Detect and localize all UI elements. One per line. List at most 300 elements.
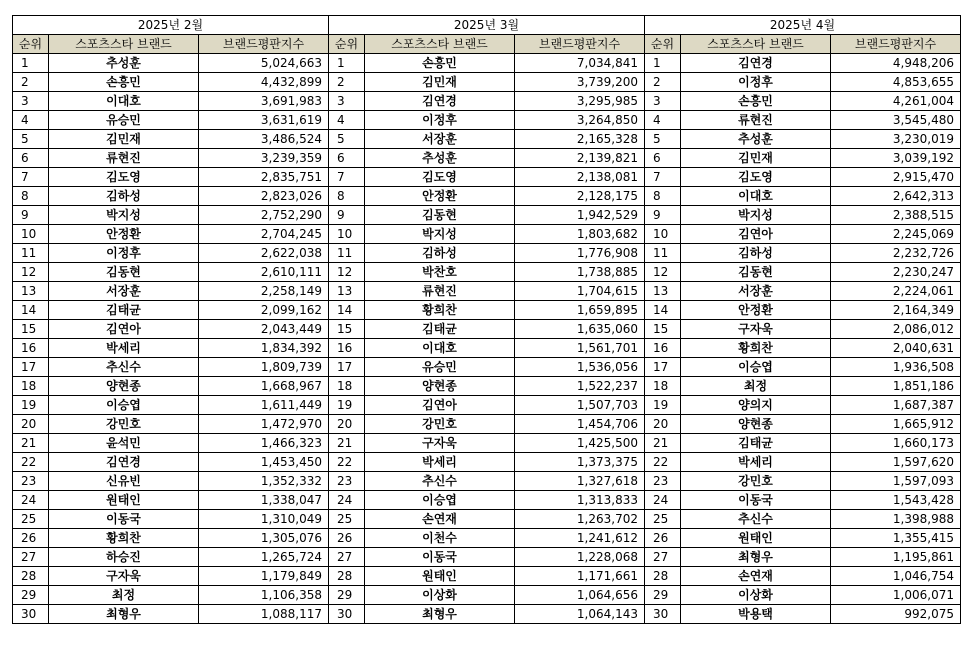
rank-cell: 25 bbox=[13, 510, 49, 529]
rank-cell: 22 bbox=[13, 453, 49, 472]
index-value-cell: 2,388,515 bbox=[831, 206, 961, 225]
column-header-row bbox=[13, 35, 961, 54]
rank-cell: 13 bbox=[645, 282, 681, 301]
index-value-cell: 1,668,967 bbox=[199, 377, 329, 396]
brand-name-cell: 강민호 bbox=[49, 415, 199, 434]
brand-name-cell: 양현종 bbox=[49, 377, 199, 396]
brand-name-cell: 류현진 bbox=[681, 111, 831, 130]
brand-name-cell: 추성훈 bbox=[365, 149, 515, 168]
index-value-cell: 1,635,060 bbox=[515, 320, 645, 339]
rank-cell: 3 bbox=[329, 92, 365, 111]
index-value-cell: 3,264,850 bbox=[515, 111, 645, 130]
rank-cell: 11 bbox=[645, 244, 681, 263]
rank-cell: 23 bbox=[13, 472, 49, 491]
brand-name-cell: 이대호 bbox=[681, 187, 831, 206]
rank-cell: 27 bbox=[645, 548, 681, 567]
brand-name-cell: 강민호 bbox=[365, 415, 515, 434]
index-value-cell: 2,704,245 bbox=[199, 225, 329, 244]
rank-cell: 15 bbox=[329, 320, 365, 339]
brand-name-cell: 박지성 bbox=[49, 206, 199, 225]
table-row bbox=[13, 54, 961, 73]
month-title-apr: 2025년 4월 bbox=[645, 16, 961, 35]
brand-name-cell: 추신수 bbox=[49, 358, 199, 377]
col-header-rank: 순위 bbox=[329, 35, 365, 54]
index-value-cell: 2,258,149 bbox=[199, 282, 329, 301]
index-value-cell: 1,611,449 bbox=[199, 396, 329, 415]
index-value-cell: 1,338,047 bbox=[199, 491, 329, 510]
brand-name-cell: 이천수 bbox=[365, 529, 515, 548]
rank-cell: 3 bbox=[645, 92, 681, 111]
index-value-cell: 1,088,117 bbox=[199, 605, 329, 624]
col-header-index: 브랜드평판지수 bbox=[515, 35, 645, 54]
rank-cell: 23 bbox=[329, 472, 365, 491]
brand-name-cell: 박용택 bbox=[681, 605, 831, 624]
brand-name-cell: 김연경 bbox=[681, 54, 831, 73]
index-value-cell: 1,454,706 bbox=[515, 415, 645, 434]
table-row bbox=[13, 586, 961, 605]
rank-cell: 7 bbox=[645, 168, 681, 187]
brand-name-cell: 최형우 bbox=[365, 605, 515, 624]
table-row bbox=[13, 92, 961, 111]
table-row bbox=[13, 320, 961, 339]
brand-name-cell: 김연경 bbox=[365, 92, 515, 111]
brand-name-cell: 박세리 bbox=[681, 453, 831, 472]
month-title-row bbox=[13, 16, 961, 35]
rank-cell: 11 bbox=[13, 244, 49, 263]
col-header-brand: 스포츠스타 브랜드 bbox=[49, 35, 199, 54]
brand-name-cell: 김태균 bbox=[681, 434, 831, 453]
table-row bbox=[13, 396, 961, 415]
index-value-cell: 1,704,615 bbox=[515, 282, 645, 301]
brand-name-cell: 이승엽 bbox=[49, 396, 199, 415]
index-value-cell: 1,776,908 bbox=[515, 244, 645, 263]
index-value-cell: 1,195,861 bbox=[831, 548, 961, 567]
brand-name-cell: 서장훈 bbox=[49, 282, 199, 301]
table-row bbox=[13, 282, 961, 301]
brand-name-cell: 김연아 bbox=[49, 320, 199, 339]
index-value-cell: 1,466,323 bbox=[199, 434, 329, 453]
brand-name-cell: 최형우 bbox=[681, 548, 831, 567]
table-row bbox=[13, 472, 961, 491]
col-header-index: 브랜드평판지수 bbox=[199, 35, 329, 54]
table-row bbox=[13, 529, 961, 548]
col-header-rank: 순위 bbox=[13, 35, 49, 54]
index-value-cell: 2,752,290 bbox=[199, 206, 329, 225]
index-value-cell: 1,803,682 bbox=[515, 225, 645, 244]
month-title-feb: 2025년 2월 bbox=[13, 16, 329, 35]
index-value-cell: 1,942,529 bbox=[515, 206, 645, 225]
index-value-cell: 2,224,061 bbox=[831, 282, 961, 301]
brand-name-cell: 유승민 bbox=[49, 111, 199, 130]
rank-cell: 5 bbox=[13, 130, 49, 149]
rank-cell: 21 bbox=[329, 434, 365, 453]
table-row bbox=[13, 301, 961, 320]
rank-cell: 24 bbox=[13, 491, 49, 510]
brand-name-cell: 김민재 bbox=[681, 149, 831, 168]
index-value-cell: 1,352,332 bbox=[199, 472, 329, 491]
brand-name-cell: 박세리 bbox=[365, 453, 515, 472]
brand-name-cell: 이상화 bbox=[681, 586, 831, 605]
brand-name-cell: 김태균 bbox=[365, 320, 515, 339]
index-value-cell: 1,453,450 bbox=[199, 453, 329, 472]
index-value-cell: 1,936,508 bbox=[831, 358, 961, 377]
brand-name-cell: 최형우 bbox=[49, 605, 199, 624]
brand-name-cell: 추신수 bbox=[681, 510, 831, 529]
brand-name-cell: 김도영 bbox=[681, 168, 831, 187]
rank-cell: 12 bbox=[13, 263, 49, 282]
brand-name-cell: 황희찬 bbox=[681, 339, 831, 358]
brand-name-cell: 김도영 bbox=[49, 168, 199, 187]
brand-name-cell: 구자욱 bbox=[49, 567, 199, 586]
index-value-cell: 1,179,849 bbox=[199, 567, 329, 586]
rank-cell: 16 bbox=[329, 339, 365, 358]
table-row bbox=[13, 149, 961, 168]
index-value-cell: 1,472,970 bbox=[199, 415, 329, 434]
rank-cell: 7 bbox=[329, 168, 365, 187]
rank-cell: 13 bbox=[13, 282, 49, 301]
rank-cell: 22 bbox=[329, 453, 365, 472]
index-value-cell: 1,543,428 bbox=[831, 491, 961, 510]
index-value-cell: 1,561,701 bbox=[515, 339, 645, 358]
brand-name-cell: 김도영 bbox=[365, 168, 515, 187]
table-row bbox=[13, 377, 961, 396]
index-value-cell: 1,046,754 bbox=[831, 567, 961, 586]
rank-cell: 4 bbox=[645, 111, 681, 130]
table-row bbox=[13, 358, 961, 377]
table-row bbox=[13, 168, 961, 187]
brand-name-cell: 김하성 bbox=[681, 244, 831, 263]
rank-cell: 24 bbox=[645, 491, 681, 510]
rank-cell: 30 bbox=[329, 605, 365, 624]
brand-name-cell: 박찬호 bbox=[365, 263, 515, 282]
rank-cell: 7 bbox=[13, 168, 49, 187]
brand-name-cell: 구자욱 bbox=[365, 434, 515, 453]
col-header-brand: 스포츠스타 브랜드 bbox=[681, 35, 831, 54]
index-value-cell: 1,305,076 bbox=[199, 529, 329, 548]
index-value-cell: 2,165,328 bbox=[515, 130, 645, 149]
brand-name-cell: 김하성 bbox=[49, 187, 199, 206]
index-value-cell: 1,536,056 bbox=[515, 358, 645, 377]
rank-cell: 10 bbox=[329, 225, 365, 244]
rank-cell: 3 bbox=[13, 92, 49, 111]
brand-name-cell: 김동현 bbox=[49, 263, 199, 282]
rank-cell: 21 bbox=[13, 434, 49, 453]
rank-cell: 19 bbox=[13, 396, 49, 415]
brand-name-cell: 박지성 bbox=[681, 206, 831, 225]
brand-reputation-table bbox=[12, 15, 961, 624]
rank-cell: 8 bbox=[645, 187, 681, 206]
index-value-cell: 4,853,655 bbox=[831, 73, 961, 92]
brand-name-cell: 하승진 bbox=[49, 548, 199, 567]
rank-cell: 14 bbox=[13, 301, 49, 320]
brand-name-cell: 이정후 bbox=[681, 73, 831, 92]
rank-cell: 17 bbox=[13, 358, 49, 377]
brand-name-cell: 원태인 bbox=[365, 567, 515, 586]
brand-name-cell: 원태인 bbox=[49, 491, 199, 510]
brand-name-cell: 양현종 bbox=[681, 415, 831, 434]
brand-name-cell: 양현종 bbox=[365, 377, 515, 396]
rank-cell: 20 bbox=[329, 415, 365, 434]
index-value-cell: 1,660,173 bbox=[831, 434, 961, 453]
brand-name-cell: 이승엽 bbox=[365, 491, 515, 510]
index-value-cell: 992,075 bbox=[831, 605, 961, 624]
table-row bbox=[13, 567, 961, 586]
rank-cell: 26 bbox=[329, 529, 365, 548]
rank-cell: 12 bbox=[645, 263, 681, 282]
rank-cell: 5 bbox=[329, 130, 365, 149]
rank-cell: 17 bbox=[329, 358, 365, 377]
index-value-cell: 1,425,500 bbox=[515, 434, 645, 453]
index-value-cell: 2,642,313 bbox=[831, 187, 961, 206]
brand-name-cell: 김동현 bbox=[365, 206, 515, 225]
brand-name-cell: 황희찬 bbox=[49, 529, 199, 548]
table-row bbox=[13, 434, 961, 453]
table-row bbox=[13, 244, 961, 263]
index-value-cell: 2,138,081 bbox=[515, 168, 645, 187]
index-value-cell: 2,128,175 bbox=[515, 187, 645, 206]
table-row bbox=[13, 206, 961, 225]
brand-name-cell: 서장훈 bbox=[365, 130, 515, 149]
table-row bbox=[13, 491, 961, 510]
index-value-cell: 4,432,899 bbox=[199, 73, 329, 92]
rank-cell: 9 bbox=[13, 206, 49, 225]
brand-name-cell: 양의지 bbox=[681, 396, 831, 415]
brand-name-cell: 김연경 bbox=[49, 453, 199, 472]
rank-cell: 30 bbox=[645, 605, 681, 624]
index-value-cell: 1,851,186 bbox=[831, 377, 961, 396]
brand-name-cell: 추성훈 bbox=[49, 54, 199, 73]
rank-cell: 26 bbox=[645, 529, 681, 548]
rank-cell: 26 bbox=[13, 529, 49, 548]
brand-name-cell: 이동국 bbox=[365, 548, 515, 567]
rank-cell: 19 bbox=[329, 396, 365, 415]
index-value-cell: 3,691,983 bbox=[199, 92, 329, 111]
index-value-cell: 2,232,726 bbox=[831, 244, 961, 263]
brand-name-cell: 이동국 bbox=[49, 510, 199, 529]
rank-cell: 15 bbox=[645, 320, 681, 339]
index-value-cell: 3,039,192 bbox=[831, 149, 961, 168]
index-value-cell: 1,327,618 bbox=[515, 472, 645, 491]
brand-name-cell: 김연아 bbox=[681, 225, 831, 244]
brand-name-cell: 이동국 bbox=[681, 491, 831, 510]
rank-cell: 2 bbox=[329, 73, 365, 92]
brand-name-cell: 이상화 bbox=[365, 586, 515, 605]
index-value-cell: 2,622,038 bbox=[199, 244, 329, 263]
rank-cell: 28 bbox=[13, 567, 49, 586]
brand-name-cell: 서장훈 bbox=[681, 282, 831, 301]
rank-cell: 21 bbox=[645, 434, 681, 453]
rank-cell: 9 bbox=[329, 206, 365, 225]
index-value-cell: 1,687,387 bbox=[831, 396, 961, 415]
table-row bbox=[13, 415, 961, 434]
table-row bbox=[13, 453, 961, 472]
index-value-cell: 4,948,206 bbox=[831, 54, 961, 73]
index-value-cell: 1,809,739 bbox=[199, 358, 329, 377]
table-row bbox=[13, 73, 961, 92]
rank-cell: 1 bbox=[13, 54, 49, 73]
brand-name-cell: 추성훈 bbox=[681, 130, 831, 149]
index-value-cell: 2,139,821 bbox=[515, 149, 645, 168]
rank-cell: 2 bbox=[645, 73, 681, 92]
rank-cell: 10 bbox=[13, 225, 49, 244]
index-value-cell: 1,659,895 bbox=[515, 301, 645, 320]
index-value-cell: 1,313,833 bbox=[515, 491, 645, 510]
index-value-cell: 3,545,480 bbox=[831, 111, 961, 130]
rank-cell: 6 bbox=[13, 149, 49, 168]
index-value-cell: 1,006,071 bbox=[831, 586, 961, 605]
rank-cell: 6 bbox=[645, 149, 681, 168]
brand-name-cell: 김태균 bbox=[49, 301, 199, 320]
index-value-cell: 1,665,912 bbox=[831, 415, 961, 434]
brand-name-cell: 윤석민 bbox=[49, 434, 199, 453]
rank-cell: 1 bbox=[329, 54, 365, 73]
index-value-cell: 1,522,237 bbox=[515, 377, 645, 396]
brand-name-cell: 박세리 bbox=[49, 339, 199, 358]
rank-cell: 27 bbox=[329, 548, 365, 567]
index-value-cell: 2,823,026 bbox=[199, 187, 329, 206]
index-value-cell: 2,040,631 bbox=[831, 339, 961, 358]
brand-name-cell: 류현진 bbox=[49, 149, 199, 168]
index-value-cell: 2,164,349 bbox=[831, 301, 961, 320]
index-value-cell: 1,106,358 bbox=[199, 586, 329, 605]
index-value-cell: 2,610,111 bbox=[199, 263, 329, 282]
index-value-cell: 2,043,449 bbox=[199, 320, 329, 339]
brand-name-cell: 김연아 bbox=[365, 396, 515, 415]
index-value-cell: 1,373,375 bbox=[515, 453, 645, 472]
rank-cell: 11 bbox=[329, 244, 365, 263]
rank-cell: 29 bbox=[13, 586, 49, 605]
table-row bbox=[13, 130, 961, 149]
brand-name-cell: 최정 bbox=[681, 377, 831, 396]
brand-name-cell: 안정환 bbox=[49, 225, 199, 244]
brand-name-cell: 김동현 bbox=[681, 263, 831, 282]
index-value-cell: 2,835,751 bbox=[199, 168, 329, 187]
rank-cell: 16 bbox=[645, 339, 681, 358]
brand-name-cell: 이정후 bbox=[49, 244, 199, 263]
brand-name-cell: 김하성 bbox=[365, 244, 515, 263]
brand-name-cell: 안정환 bbox=[365, 187, 515, 206]
brand-name-cell: 강민호 bbox=[681, 472, 831, 491]
brand-name-cell: 원태인 bbox=[681, 529, 831, 548]
index-value-cell: 1,310,049 bbox=[199, 510, 329, 529]
rank-cell: 18 bbox=[645, 377, 681, 396]
table-row bbox=[13, 225, 961, 244]
index-value-cell: 2,245,069 bbox=[831, 225, 961, 244]
brand-name-cell: 김민재 bbox=[365, 73, 515, 92]
brand-name-cell: 손흥민 bbox=[681, 92, 831, 111]
rank-cell: 13 bbox=[329, 282, 365, 301]
table-body bbox=[13, 54, 961, 624]
rank-cell: 30 bbox=[13, 605, 49, 624]
ranking-sheet bbox=[12, 15, 961, 624]
rank-cell: 27 bbox=[13, 548, 49, 567]
index-value-cell: 3,239,359 bbox=[199, 149, 329, 168]
brand-name-cell: 유승민 bbox=[365, 358, 515, 377]
rank-cell: 28 bbox=[645, 567, 681, 586]
index-value-cell: 1,597,093 bbox=[831, 472, 961, 491]
brand-name-cell: 안정환 bbox=[681, 301, 831, 320]
rank-cell: 1 bbox=[645, 54, 681, 73]
col-header-brand: 스포츠스타 브랜드 bbox=[365, 35, 515, 54]
index-value-cell: 1,064,143 bbox=[515, 605, 645, 624]
brand-name-cell: 추신수 bbox=[365, 472, 515, 491]
index-value-cell: 1,263,702 bbox=[515, 510, 645, 529]
rank-cell: 17 bbox=[645, 358, 681, 377]
brand-name-cell: 이대호 bbox=[365, 339, 515, 358]
index-value-cell: 1,398,988 bbox=[831, 510, 961, 529]
rank-cell: 14 bbox=[329, 301, 365, 320]
rank-cell: 15 bbox=[13, 320, 49, 339]
rank-cell: 4 bbox=[329, 111, 365, 130]
brand-name-cell: 황희찬 bbox=[365, 301, 515, 320]
rank-cell: 20 bbox=[13, 415, 49, 434]
index-value-cell: 5,024,663 bbox=[199, 54, 329, 73]
rank-cell: 12 bbox=[329, 263, 365, 282]
brand-name-cell: 구자욱 bbox=[681, 320, 831, 339]
rank-cell: 8 bbox=[329, 187, 365, 206]
rank-cell: 25 bbox=[329, 510, 365, 529]
rank-cell: 19 bbox=[645, 396, 681, 415]
rank-cell: 25 bbox=[645, 510, 681, 529]
rank-cell: 29 bbox=[329, 586, 365, 605]
table-row bbox=[13, 187, 961, 206]
rank-cell: 10 bbox=[645, 225, 681, 244]
rank-cell: 24 bbox=[329, 491, 365, 510]
rank-cell: 18 bbox=[329, 377, 365, 396]
table-row bbox=[13, 510, 961, 529]
index-value-cell: 1,171,661 bbox=[515, 567, 645, 586]
index-value-cell: 2,099,162 bbox=[199, 301, 329, 320]
index-value-cell: 3,739,200 bbox=[515, 73, 645, 92]
table-row bbox=[13, 605, 961, 624]
brand-name-cell: 신유빈 bbox=[49, 472, 199, 491]
brand-name-cell: 이승엽 bbox=[681, 358, 831, 377]
rank-cell: 16 bbox=[13, 339, 49, 358]
index-value-cell: 1,507,703 bbox=[515, 396, 645, 415]
index-value-cell: 3,631,619 bbox=[199, 111, 329, 130]
table-row bbox=[13, 339, 961, 358]
index-value-cell: 3,295,985 bbox=[515, 92, 645, 111]
index-value-cell: 1,834,392 bbox=[199, 339, 329, 358]
col-header-index: 브랜드평판지수 bbox=[831, 35, 961, 54]
brand-name-cell: 이대호 bbox=[49, 92, 199, 111]
rank-cell: 2 bbox=[13, 73, 49, 92]
index-value-cell: 1,265,724 bbox=[199, 548, 329, 567]
rank-cell: 6 bbox=[329, 149, 365, 168]
rank-cell: 18 bbox=[13, 377, 49, 396]
table-row bbox=[13, 111, 961, 130]
rank-cell: 28 bbox=[329, 567, 365, 586]
index-value-cell: 2,915,470 bbox=[831, 168, 961, 187]
rank-cell: 22 bbox=[645, 453, 681, 472]
index-value-cell: 7,034,841 bbox=[515, 54, 645, 73]
index-value-cell: 3,486,524 bbox=[199, 130, 329, 149]
brand-name-cell: 손연재 bbox=[365, 510, 515, 529]
index-value-cell: 2,086,012 bbox=[831, 320, 961, 339]
brand-name-cell: 손흥민 bbox=[49, 73, 199, 92]
index-value-cell: 4,261,004 bbox=[831, 92, 961, 111]
rank-cell: 8 bbox=[13, 187, 49, 206]
brand-name-cell: 류현진 bbox=[365, 282, 515, 301]
brand-name-cell: 손연재 bbox=[681, 567, 831, 586]
index-value-cell: 1,241,612 bbox=[515, 529, 645, 548]
index-value-cell: 2,230,247 bbox=[831, 263, 961, 282]
index-value-cell: 1,597,620 bbox=[831, 453, 961, 472]
rank-cell: 4 bbox=[13, 111, 49, 130]
rank-cell: 29 bbox=[645, 586, 681, 605]
month-title-mar: 2025년 3월 bbox=[329, 16, 645, 35]
table-row bbox=[13, 263, 961, 282]
